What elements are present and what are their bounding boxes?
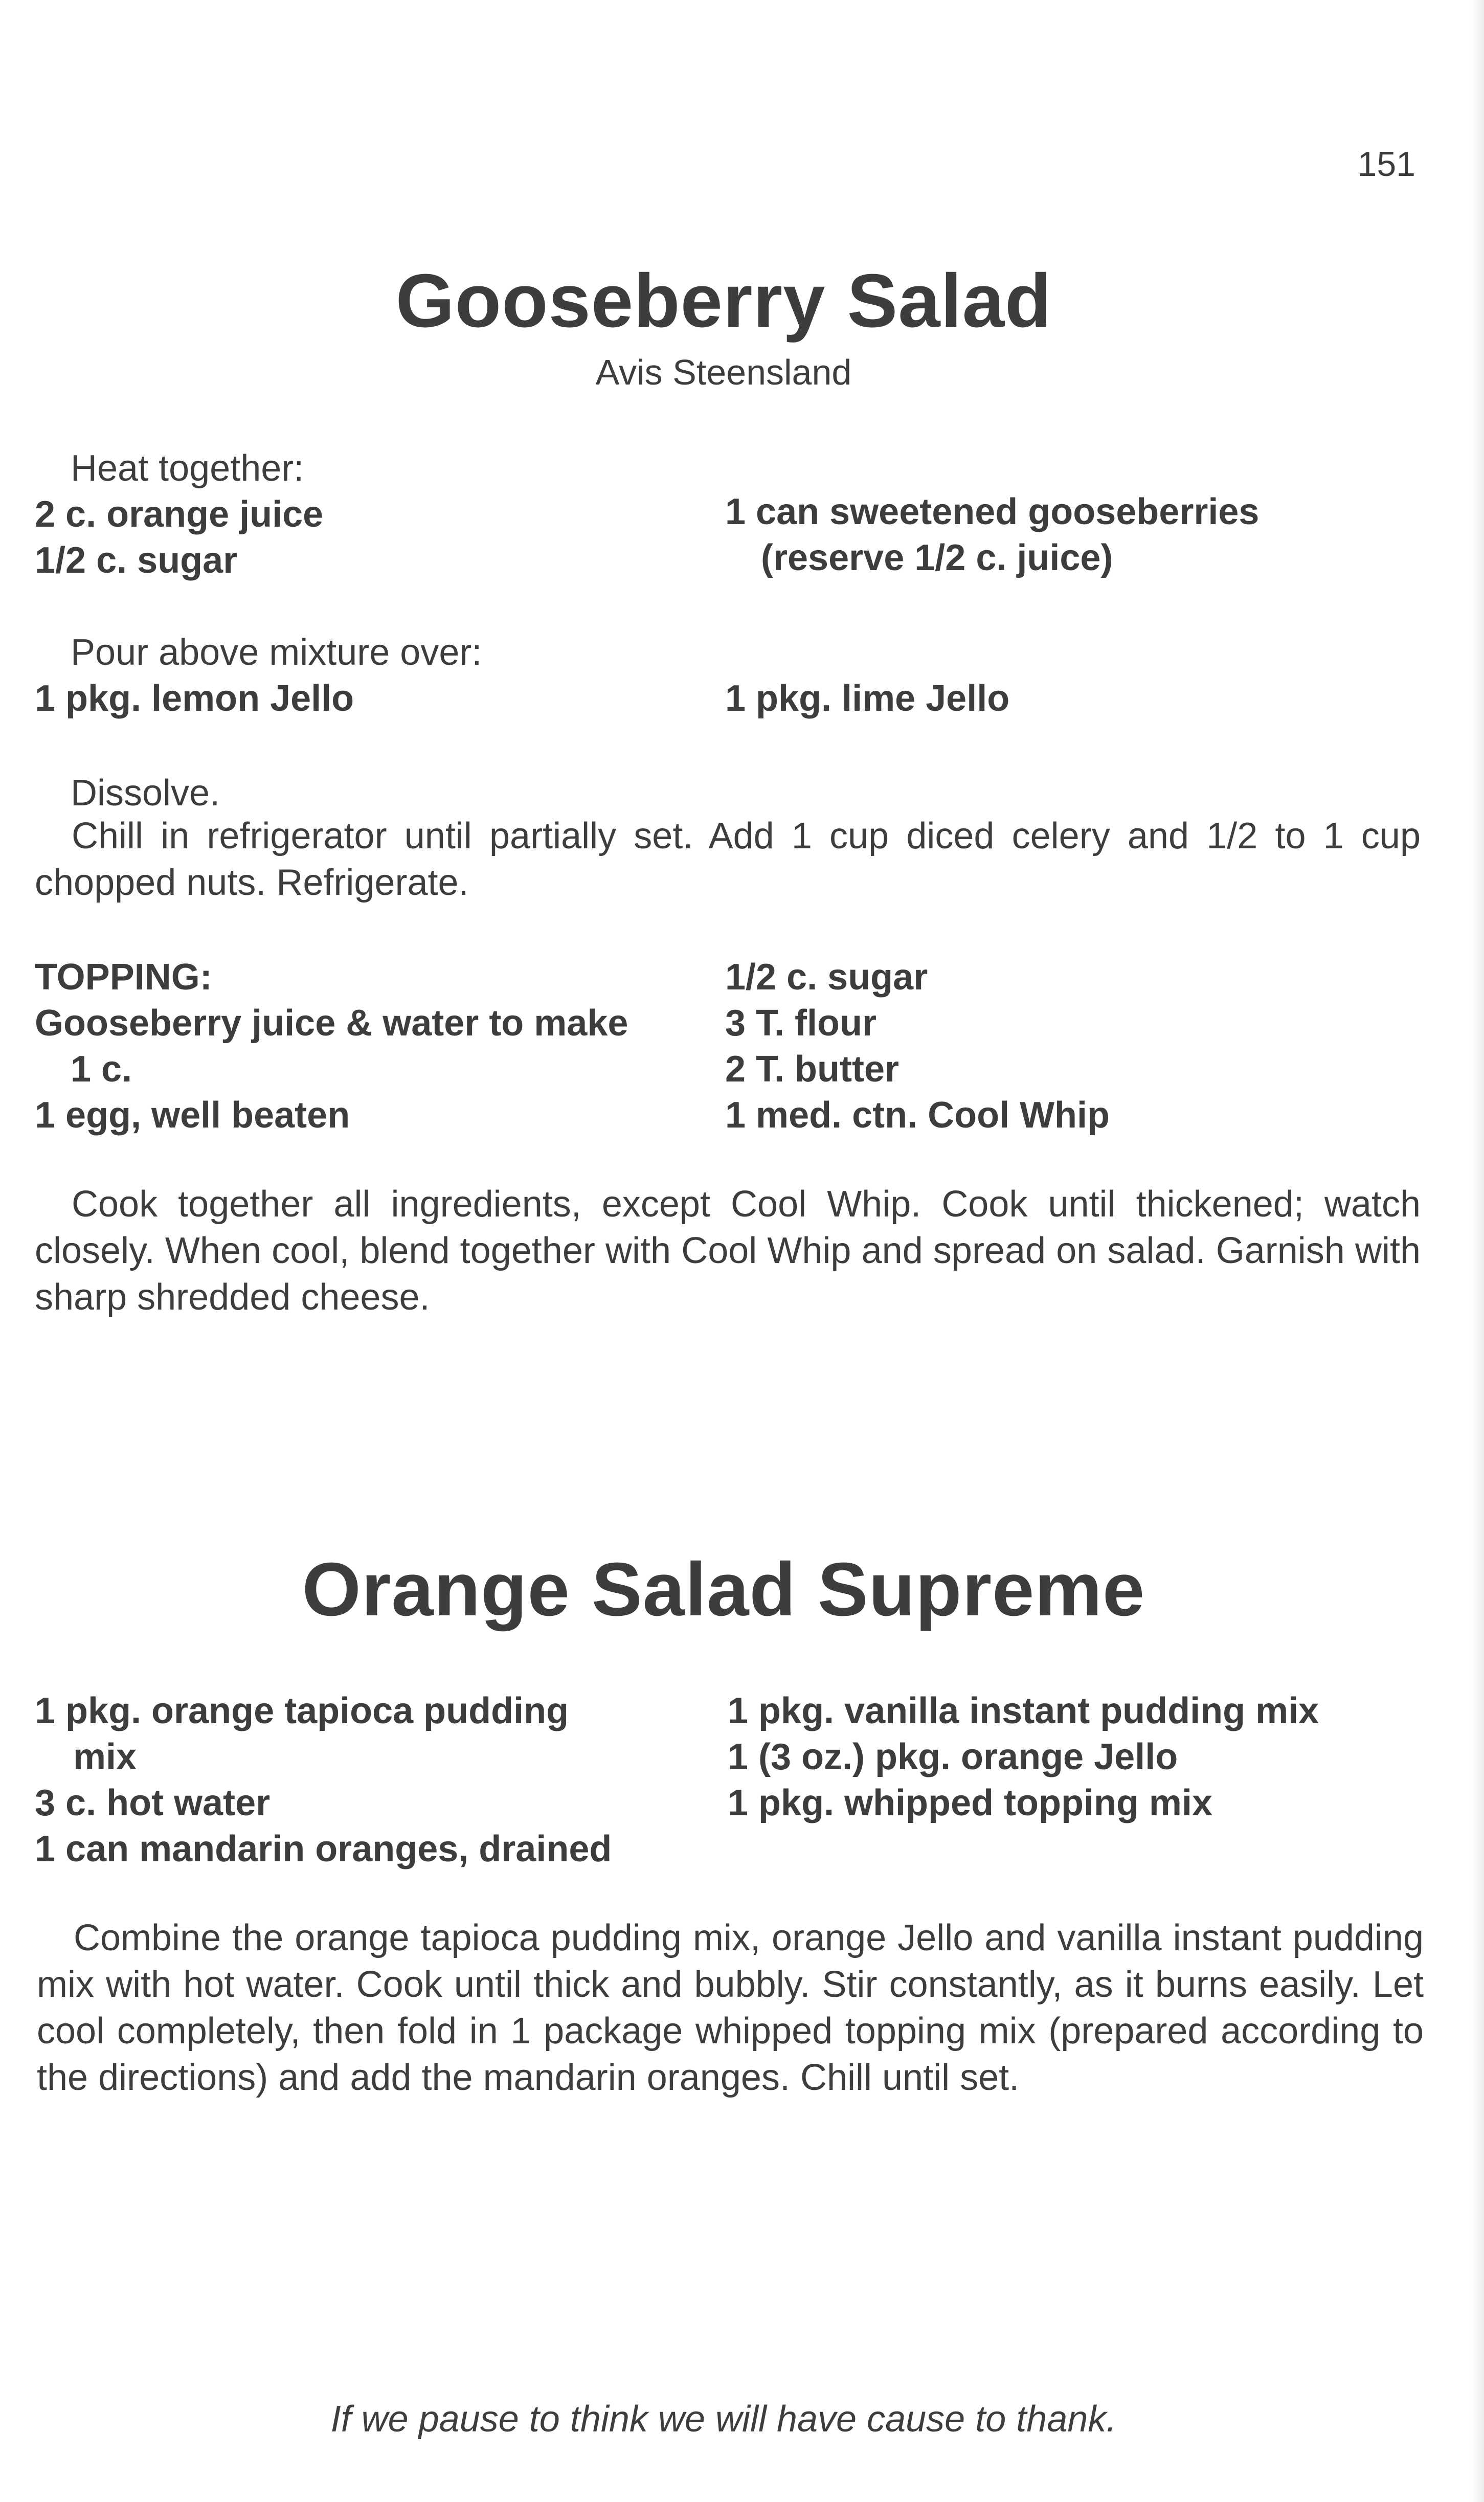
topping-ingredient-sugar: 1/2 c. sugar	[725, 957, 928, 998]
topping-ingredient-butter: 2 T. butter	[725, 1049, 900, 1090]
recipe-title-gooseberry-salad: Gooseberry Salad	[395, 259, 1052, 343]
ingredient-whipped-topping: 1 pkg. whipped topping mix	[728, 1783, 1212, 1823]
recipe-title-orange-salad-supreme: Orange Salad Supreme	[302, 1547, 1145, 1632]
ingredient-mandarin-oranges: 1 can mandarin oranges, drained	[35, 1829, 612, 1869]
ingredient-sugar: 1/2 c. sugar	[35, 540, 238, 581]
topping-ingredient-juice-amount: 1 c.	[71, 1049, 132, 1090]
topping-ingredient-egg: 1 egg, well beaten	[35, 1095, 350, 1136]
topping-ingredient-cool-whip: 1 med. ctn. Cool Whip	[725, 1095, 1110, 1136]
page-number: 151	[1357, 145, 1415, 184]
topping-label: TOPPING:	[35, 957, 212, 998]
ingredient-gooseberries-note: (reserve 1/2 c. juice)	[761, 537, 1113, 578]
ingredient-lemon-jello: 1 pkg. lemon Jello	[35, 678, 354, 719]
heat-together-label: Heat together:	[71, 448, 304, 489]
ingredient-gooseberries: 1 can sweetened gooseberries	[725, 491, 1260, 532]
recipe-author: Avis Steensland	[595, 352, 852, 392]
dissolve-step: Dissolve.	[71, 773, 220, 814]
topping-ingredient-flour: 3 T. flour	[725, 1003, 877, 1044]
page-edge-shadow	[1472, 0, 1484, 2502]
ingredient-orange-tapioca: 1 pkg. orange tapioca pudding	[35, 1690, 569, 1731]
ingredient-lime-jello: 1 pkg. lime Jello	[725, 678, 1010, 719]
ingredient-orange-jello: 1 (3 oz.) pkg. orange Jello	[728, 1737, 1178, 1777]
topping-ingredient-juice: Gooseberry juice & water to make	[35, 1003, 628, 1044]
ingredient-vanilla-pudding: 1 pkg. vanilla instant pudding mix	[728, 1690, 1319, 1731]
ingredient-hot-water: 3 c. hot water	[35, 1783, 271, 1823]
ingredient-orange-tapioca-cont: mix	[73, 1737, 137, 1777]
topping-directions: Cook together all ingredients, except Cool Whip. Cook until thickened; watch closely. When cool, blend together with Cool Whip and spread on salad. Garnish with sharp shredded cheese.	[35, 1184, 1421, 1318]
chill-step: Chill in refrigerator until partially set. Add 1 cup diced celery and 1/2 to 1 cup chopped nuts. Refrigerate.	[35, 816, 1421, 903]
pour-over-label: Pour above mixture over:	[71, 632, 482, 673]
footer-motto: If we pause to think we will have cause to thank.	[330, 2399, 1117, 2440]
orange-salad-directions: Combine the orange tapioca pudding mix, orange Jello and vanilla instant pudding mix with hot water. Cook until thick and bubbly. Stir constantly, as it burns easily. Let cool completely, then fold in 1 package whipped topping mix (prepared according to the directions) and add the mandarin oranges. Chill until set.	[37, 1918, 1424, 2098]
ingredient-orange-juice: 2 c. orange juice	[35, 494, 324, 535]
